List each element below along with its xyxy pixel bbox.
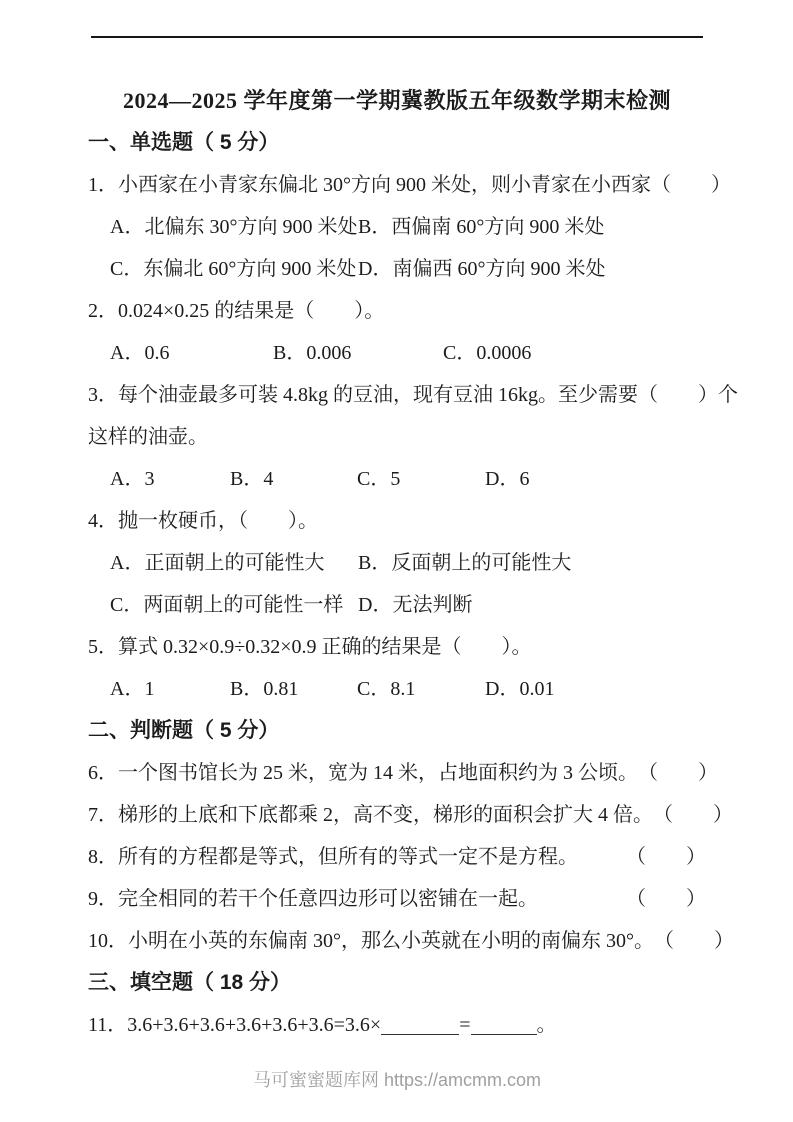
q2-option-c: C．0.0006 xyxy=(443,342,532,364)
question-10-answer-blank: （ ） xyxy=(654,930,734,952)
question-4-text: 4．抛一枚硬币，（ ）。 xyxy=(88,510,318,532)
question-5-text: 5．算式 0.32×0.9÷0.32×0.9 正确的结果是（ ）。 xyxy=(88,636,532,658)
exam-content xyxy=(88,80,738,1093)
question-8-text: 8．所有的方程都是等式，但所有的等式一定不是方程。 xyxy=(88,846,578,868)
question-9-text: 9．完全相同的若干个任意四边形可以密铺在一起。 xyxy=(88,888,538,910)
q1-option-b: B．西偏南 60°方向 900 米处 xyxy=(358,216,605,238)
question-2-options-row xyxy=(88,332,706,374)
question-4-options-row-1 xyxy=(88,542,706,584)
q5-option-a: A．1 xyxy=(110,678,155,700)
q1-option-d: D．南偏西 60°方向 900 米处 xyxy=(358,258,606,280)
footer-watermark: 马可蜜蜜题库网 https://amcmm.com xyxy=(252,1070,542,1090)
q11-fill-blank-1 xyxy=(381,1028,459,1035)
q3-option-b: B．4 xyxy=(230,468,274,490)
question-2-text: 2．0.024×0.25 的结果是（ ）。 xyxy=(88,300,385,322)
question-8-row xyxy=(88,836,706,878)
q1-option-c: C．东偏北 60°方向 900 米处 xyxy=(110,258,357,280)
question-3-text-line-1: 3．每个油壶最多可装 4.8kg 的豆油，现有豆油 16kg。至少需要（ ）个 xyxy=(88,384,738,406)
question-6-row xyxy=(88,752,718,794)
section-1-heading: 一、单选题（ 5 分） xyxy=(88,131,280,154)
question-11-row xyxy=(88,1004,706,1046)
question-10-text: 10．小明在小英的东偏南 30°，那么小英就在小明的南偏东 30°。 xyxy=(88,930,654,952)
question-10-row xyxy=(88,920,734,962)
q2-option-a: A．0.6 xyxy=(110,342,170,364)
q3-option-c: C．5 xyxy=(357,468,401,490)
question-6-answer-blank: （ ） xyxy=(638,762,718,784)
question-1-options-row-2 xyxy=(88,248,706,290)
section-3-heading: 三、填空题（ 18 分） xyxy=(88,971,292,994)
top-rule-line xyxy=(91,36,703,38)
q3-option-d: D．6 xyxy=(485,468,530,490)
q2-option-b: B．0.006 xyxy=(273,342,352,364)
section-2-heading: 二、判断题（ 5 分） xyxy=(88,719,280,742)
question-7-row xyxy=(88,794,733,836)
question-1-text: 1．小西家在小青家东偏北 30°方向 900 米处，则小青家在小西家（ ） xyxy=(88,174,731,196)
q11-fill-blank-2 xyxy=(471,1028,537,1035)
question-7-text: 7．梯形的上底和下底都乘 2，高不变，梯形的面积会扩大 4 倍。 xyxy=(88,804,653,826)
q5-option-d: D．0.01 xyxy=(485,678,555,700)
q11-period: 。 xyxy=(536,1014,557,1036)
question-5-options-row xyxy=(88,668,706,710)
q4-option-d: D．无法判断 xyxy=(358,594,473,616)
q5-option-b: B．0.81 xyxy=(230,678,299,700)
q4-option-c: C．两面朝上的可能性一样 xyxy=(110,594,344,616)
question-8-answer-blank: （ ） xyxy=(626,846,706,868)
q5-option-c: C．8.1 xyxy=(357,678,416,700)
question-9-row xyxy=(88,878,706,920)
question-9-answer-blank: （ ） xyxy=(626,888,706,910)
question-7-answer-blank: （ ） xyxy=(653,804,733,826)
question-6-text: 6．一个图书馆长为 25 米，宽为 14 米，占地面积约为 3 公顷。 xyxy=(88,762,638,784)
q3-option-a: A．3 xyxy=(110,468,155,490)
page-title: 2024—2025 学年度第一学期冀教版五年级数学期末检测 xyxy=(122,88,671,113)
question-3-text-line-2: 这样的油壶。 xyxy=(88,426,208,448)
question-11-text: 11．3.6+3.6+3.6+3.6+3.6+3.6=3.6× xyxy=(88,1014,382,1036)
q11-equals-sign: = xyxy=(459,1014,471,1036)
question-3-options-row xyxy=(88,458,706,500)
question-4-options-row-2 xyxy=(88,584,706,626)
q1-option-a: A．北偏东 30°方向 900 米处 xyxy=(110,216,358,238)
q4-option-a: A．正面朝上的可能性大 xyxy=(110,552,325,574)
question-1-options-row-1 xyxy=(88,206,706,248)
q4-option-b: B．反面朝上的可能性大 xyxy=(358,552,572,574)
